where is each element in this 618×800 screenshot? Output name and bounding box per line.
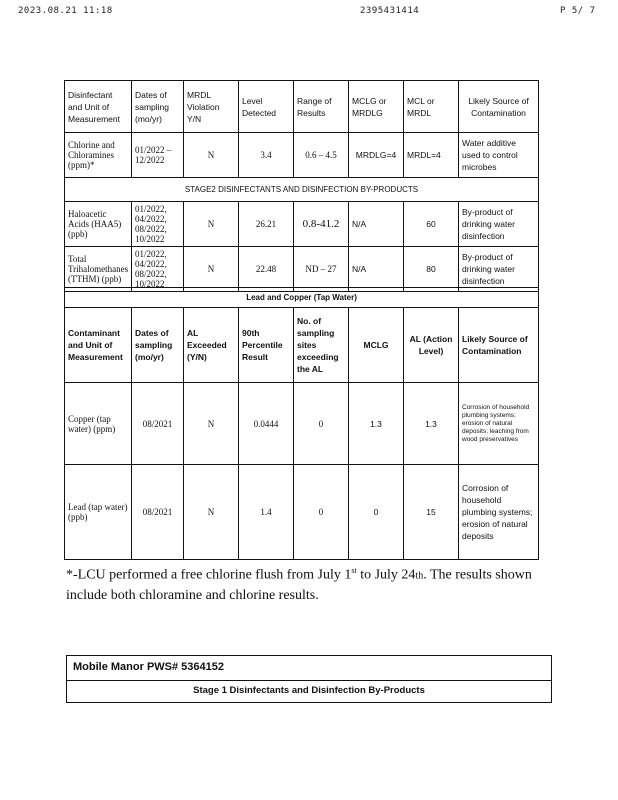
lead-copper-table — [64, 287, 539, 560]
header-cell: No. of sampling sites exceeding the AL — [294, 308, 349, 383]
cell-level: 26.21 — [239, 202, 294, 247]
cell-source: By-product of drinking water disinfection — [459, 247, 539, 292]
cell-level: 22.48 — [239, 247, 294, 292]
cell-mclg: 1.3 — [349, 383, 404, 465]
header-cell: MRDL Violation Y/N — [184, 81, 239, 133]
header-cell: Likely Source of Contamination — [459, 308, 539, 383]
mobile-manor-title: Mobile Manor PWS# 5364152 — [73, 661, 224, 673]
cell-sites: 0 — [294, 465, 349, 560]
cell-al: 1.3 — [404, 383, 459, 465]
cell-90th: 0.0444 — [239, 383, 294, 465]
header-cell: MCLG — [349, 308, 404, 383]
cell-range: 0.8-41.2 — [294, 202, 349, 247]
cell-dates: 01/2022, 04/2022, 08/2022, 10/2022 — [132, 247, 184, 292]
cell-source: Corrosion of household plumbing systems; erosion of natural deposits — [459, 465, 539, 560]
table-row — [65, 247, 539, 292]
cell-al-exceeded: N — [184, 465, 239, 560]
table-row — [65, 383, 539, 465]
header-cell: Dates of sampling (mo/yr) — [132, 81, 184, 133]
cell-level: 3.4 — [239, 133, 294, 178]
header-cell: MCL or MRDL — [404, 81, 459, 133]
cell-mclg: 0 — [349, 465, 404, 560]
fax-datetime: 2023.08.21 11:18 — [18, 6, 113, 16]
cell-range: ND – 27 — [294, 247, 349, 292]
mobile-manor-header — [66, 655, 552, 681]
header-cell: Disinfectant and Unit of Measurement — [65, 81, 132, 133]
header-cell: AL Exceeded (Y/N) — [184, 308, 239, 383]
footnote-part2: to July 24 — [356, 567, 416, 583]
footnote-part3: . The results shown include both chloramine and chlorine results. — [66, 567, 532, 603]
cell-violation: N — [184, 247, 239, 292]
cell-90th: 1.4 — [239, 465, 294, 560]
table-row — [65, 133, 539, 178]
cell-source: Water additive used to control microbes — [459, 133, 539, 178]
cell-mcl: MRDL=4 — [404, 133, 459, 178]
disinfectants-table — [64, 80, 539, 292]
section-title-stage2: STAGE2 DISINFECTANTS AND DISINFECTION BY-PRODUCTS — [65, 178, 539, 202]
cell-sites: 0 — [294, 383, 349, 465]
header-cell: Contaminant and Unit of Measurement — [65, 308, 132, 383]
cell-contaminant: Lead (tap water) (ppb) — [65, 465, 132, 560]
mobile-manor-subtitle: Stage 1 Disinfectants and Disinfection By-Products — [193, 685, 425, 696]
cell-mcl: 80 — [404, 247, 459, 292]
table-row — [65, 465, 539, 560]
header-cell: Likely Source of Contamination — [459, 81, 539, 133]
cell-contaminant: Chlorine and Chloramines (ppm)* — [65, 133, 132, 178]
footnote-sub: th — [415, 570, 424, 582]
cell-source: By-product of drinking water disinfection — [459, 202, 539, 247]
header-cell: MCLG or MRDLG — [349, 81, 404, 133]
header-cell: Level Detected — [239, 81, 294, 133]
cell-dates: 08/2021 — [132, 383, 184, 465]
footnote-part1: *-LCU performed a free chlorine flush from July 1 — [66, 567, 352, 583]
cell-al-exceeded: N — [184, 383, 239, 465]
mobile-manor-subheader — [66, 680, 552, 703]
table-header-row — [65, 81, 539, 133]
cell-contaminant: Total Trihalomethanes (TTHM) (ppb) — [65, 247, 132, 292]
cell-dates: 01/2022, 04/2022, 08/2022, 10/2022 — [132, 202, 184, 247]
footnote-sup: st — [351, 566, 357, 575]
header-cell: 90th Percentile Result — [239, 308, 294, 383]
cell-mclg: N/A — [349, 247, 404, 292]
section-row — [65, 288, 539, 308]
cell-violation: N — [184, 202, 239, 247]
cell-contaminant: Haloacetic Acids (HAA5) (ppb) — [65, 202, 132, 247]
cell-mclg: MRDLG=4 — [349, 133, 404, 178]
cell-source: Corrosion of household plumbing systems; erosion of natural deposits; leaching from wood preservatives — [459, 383, 539, 465]
section-row — [65, 178, 539, 202]
cell-dates: 01/2022 – 12/2022 — [132, 133, 184, 178]
cell-range: 0.6 – 4.5 — [294, 133, 349, 178]
fax-number: 2395431414 — [360, 6, 420, 16]
cell-mclg: N/A — [349, 202, 404, 247]
cell-dates: 08/2021 — [132, 465, 184, 560]
cell-contaminant: Copper (tap water) (ppm) — [65, 383, 132, 465]
cell-al: 15 — [404, 465, 459, 560]
cell-mcl: 60 — [404, 202, 459, 247]
table-header-row — [65, 308, 539, 383]
chlorine-flush-footnote — [66, 561, 546, 605]
header-cell: Range of Results — [294, 81, 349, 133]
header-cell: Dates of sampling (mo/yr) — [132, 308, 184, 383]
table-row — [65, 202, 539, 247]
cell-violation: N — [184, 133, 239, 178]
fax-page-number: P 5/ 7 — [560, 6, 596, 16]
section-title-lead-copper: Lead and Copper (Tap Water) — [65, 288, 539, 308]
header-cell: AL (Action Level) — [404, 308, 459, 383]
